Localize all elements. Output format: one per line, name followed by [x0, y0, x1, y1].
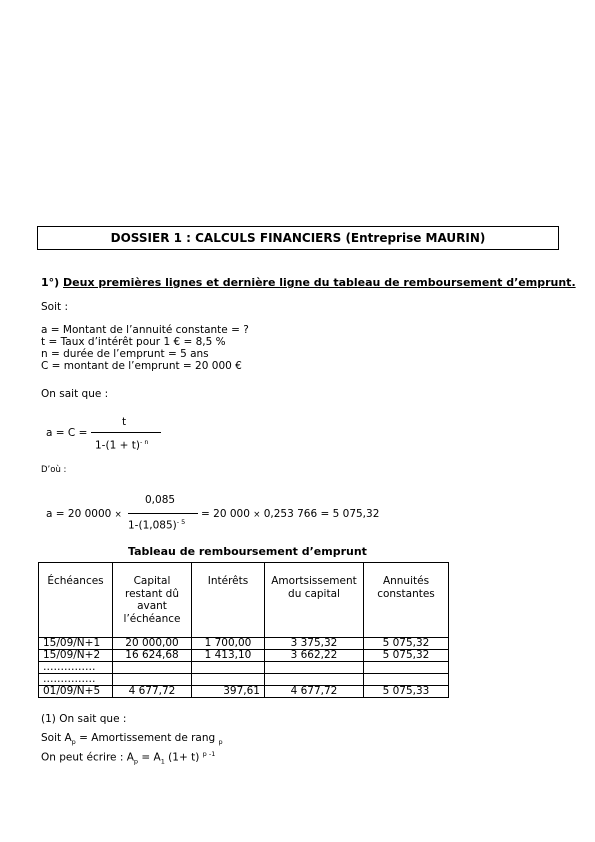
soit-label: Soit : — [41, 301, 68, 313]
calc-fraction-bar — [128, 513, 198, 514]
header-annuites: Annuités constantes — [364, 563, 449, 638]
table-header-row — [39, 563, 449, 638]
table-row: 01/09/N+5 4 677,72 397,61 4 677,72 5 075,33 — [39, 686, 449, 698]
table-row: …………… — [39, 674, 449, 686]
section-number: 1°) — [41, 276, 60, 289]
dossier-title-box — [37, 226, 559, 250]
header-capital: Capital restant dû avant l’échéance — [113, 563, 192, 638]
calc-denominator: $1-(1,085)^{- 5}$ — [128, 518, 186, 532]
dou-label: D’où : — [41, 465, 67, 475]
formula-fraction-bar — [91, 432, 161, 433]
table-row: 15/09/N+1 20 000,00 1 700,00 3 375,32 5 075,32 — [39, 638, 449, 650]
section-heading-text: Deux premières lignes et dernière ligne du tableau de remboursement d’emprunt. — [63, 276, 576, 289]
header-amortissement: Amortsissement du capital — [265, 563, 364, 638]
calc-exponent: - 5 — [176, 518, 186, 526]
table-title: Tableau de remboursement d’emprunt — [128, 545, 367, 558]
formula-denominator: $1-(1 + t)^{- n}$ — [95, 438, 149, 452]
definition-duration: n = durée de l’emprunt = 5 ans — [41, 348, 209, 360]
formula-exponent: - n — [139, 438, 149, 446]
calc-rhs: = 20 000 × 0,253 766 = 5 075,32 — [201, 508, 380, 520]
section-heading — [41, 276, 576, 289]
repayment-table — [38, 562, 449, 698]
note-formula: On peut écrire : $A_p = A_1$ (1+ t) $^{p -1}$ — [41, 750, 216, 766]
calc-numerator: 0,085 — [145, 494, 176, 506]
formula-numerator: t — [122, 416, 127, 428]
on-sait-que-label: On sait que : — [41, 388, 109, 400]
header-echeances: Échéances — [39, 563, 113, 638]
note-on-sait-que: (1) On sait que : — [41, 713, 127, 725]
calc-lhs: a = 20 0000 × — [46, 508, 122, 520]
dossier-title: DOSSIER 1 : CALCULS FINANCIERS (Entreprise MAURIN) — [110, 231, 486, 245]
formula-lhs: a = C = — [46, 427, 88, 439]
note-amortissement-definition: Soit $A_p$ = Amortissement de rang $_p$ — [41, 732, 223, 747]
table-row: …………… — [39, 662, 449, 674]
definition-rate: t = Taux d’intérêt pour 1 € = 8,5 % — [41, 336, 226, 348]
table-row: 15/09/N+2 16 624,68 1 413,10 3 662,22 5 075,32 — [39, 650, 449, 662]
definition-capital: C = montant de l’emprunt = 20 000 € — [41, 360, 242, 372]
definition-annuity: a = Montant de l’annuité constante = ? — [41, 324, 249, 336]
header-interets: Intérêts — [192, 563, 265, 638]
